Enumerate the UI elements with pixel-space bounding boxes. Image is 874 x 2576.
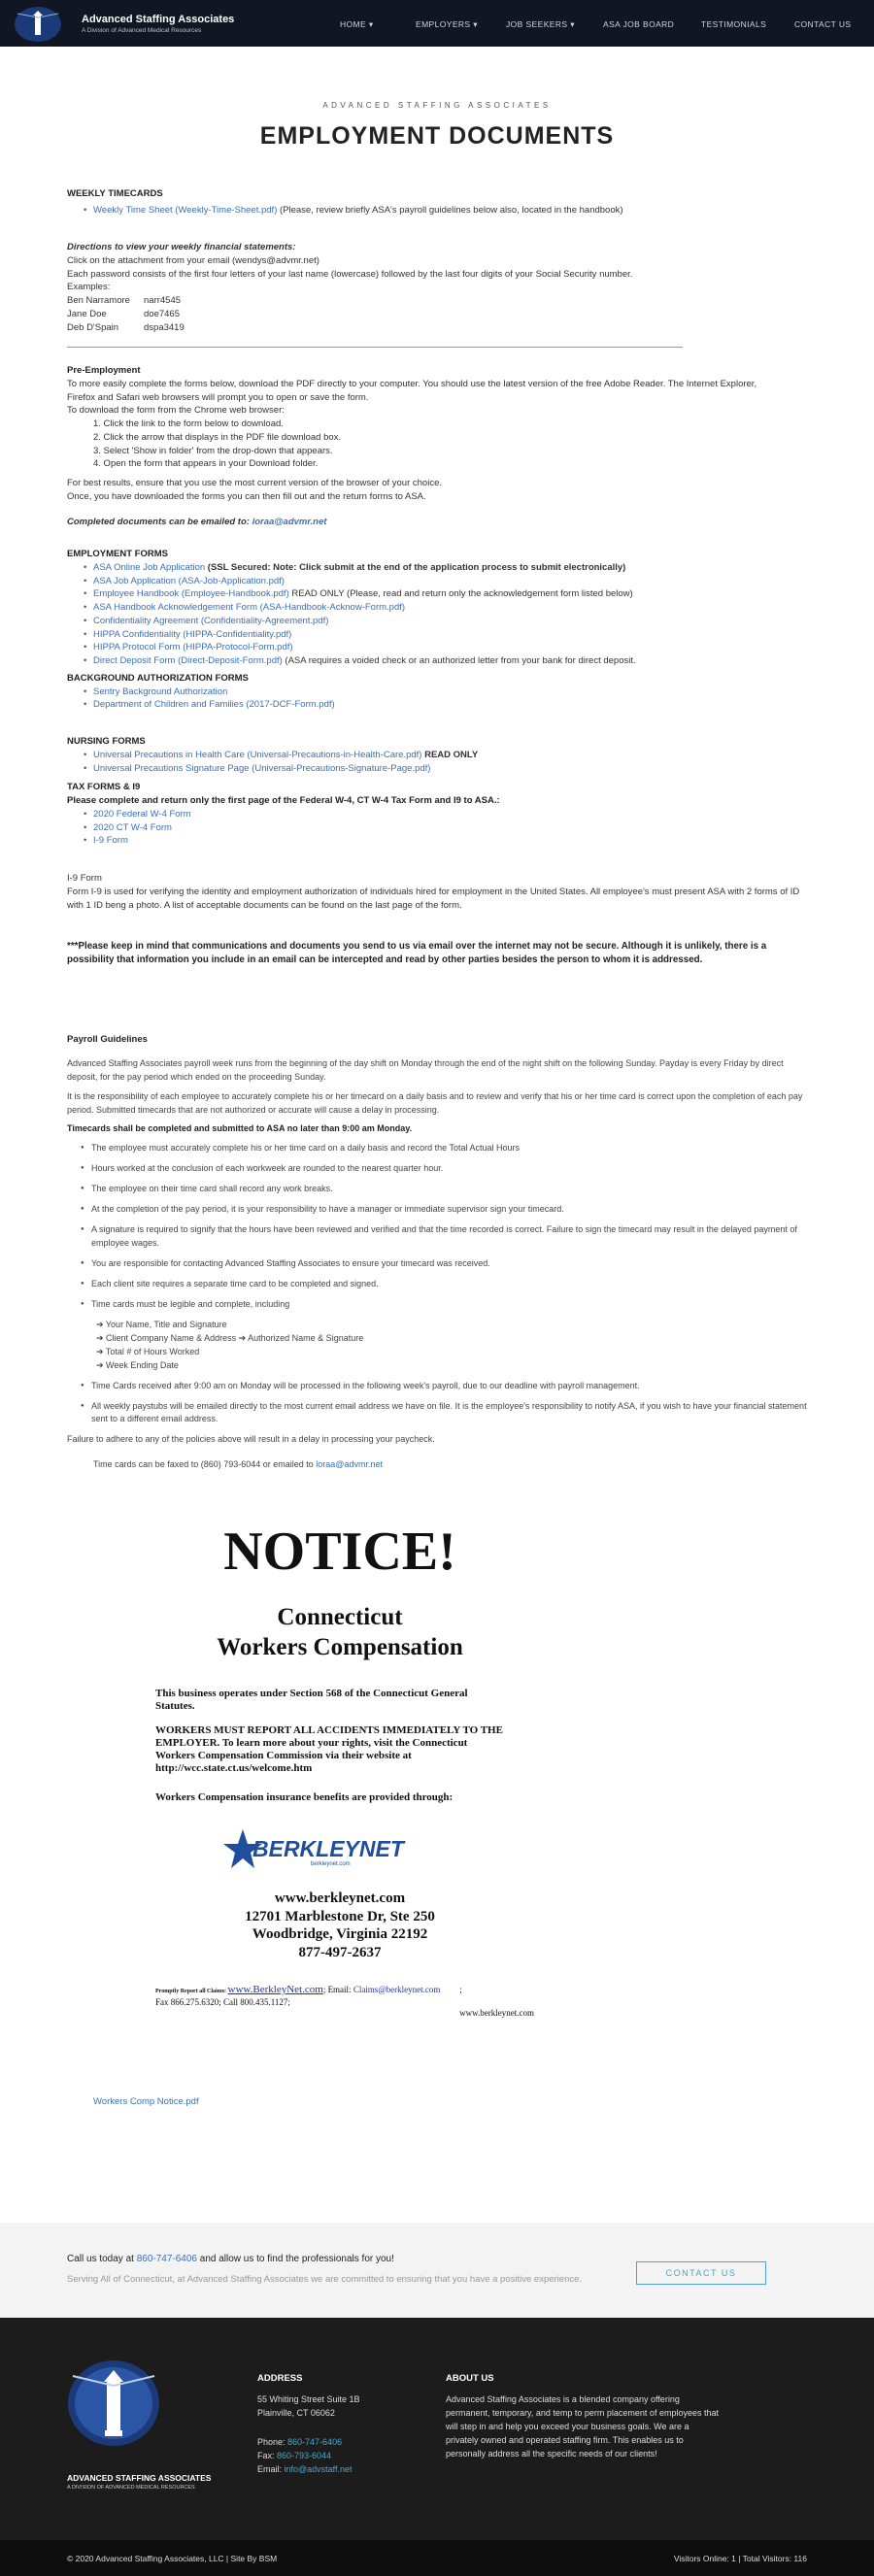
cta-text: and allow us to find the professionals for you! [197, 2254, 394, 2264]
address-line: Plainville, CT 06062 [257, 2407, 335, 2418]
payroll-bullet: ● Time cards must be legible and complete, including [67, 1298, 807, 1312]
brand-name[interactable]: Advanced Staffing Associates [82, 14, 235, 25]
payroll-heading: Payroll Guidelines [67, 1034, 148, 1045]
notice-heading: Connecticut [277, 1604, 403, 1630]
address-heading: ADDRESS [257, 2373, 303, 2384]
pre-step: 1. Click the link to the form below to download. [93, 418, 284, 430]
lighthouse-logo-icon[interactable] [14, 6, 62, 43]
payroll-bullet: ● A signature is required to signify that the hours have been reviewed and verified and that the time recorded is correct. Failure to sign the timecard may result in the delayed payment of employee wages. [67, 1223, 807, 1251]
nav-home[interactable]: HOME ▾ [340, 19, 374, 29]
pre-text: To more easily complete the forms below, download the PDF directly to your computer. You should use the latest version of the free Adobe Reader. The Internet Explorer, [67, 378, 757, 389]
directions-line: Examples: [67, 282, 111, 293]
address-line: 55 Whiting Street Suite 1B [257, 2394, 360, 2404]
example-password: doe7465 [144, 308, 180, 319]
weekly-note: (Please, review briefly ASA's payroll guidelines below also, located in the handbook) [277, 204, 623, 216]
directions-line: Each password consists of the first four letters of your last name (lowercase) followed by the last four digits of your Social Security number. [67, 268, 633, 280]
directions-heading: Directions to view your weekly financial statements: [67, 242, 296, 252]
security-warning: ***Please keep in mind that communications and documents you send to us via email over the internet may not be secure. Although it is unlikely, there is a possibility that information you include in an email can be intercepted and read by other parties besides the person to whom it is addressed. [67, 941, 767, 966]
bottom-bar [0, 2540, 874, 2576]
example-name: Deb D'Spain [67, 321, 119, 333]
pre-text: For best results, ensure that you use the most current version of the browser of your choice. [67, 478, 442, 489]
email-label: Email: [257, 2463, 285, 2474]
claims-fax: Fax 866.275.6320; Call 800.435.1127; [155, 1997, 290, 2007]
phone-label: Phone: [257, 2436, 288, 2447]
pre-step: 2. Click the arrow that displays in the PDF file download box. [93, 431, 342, 443]
directions-section [67, 241, 807, 334]
page-title: EMPLOYMENT DOCUMENTS [259, 122, 615, 150]
form-note: READ ONLY (Please, read and return only the acknowledgement form listed below) [288, 588, 633, 600]
dcf-form-link[interactable]: Department of Children and Families (2017-DCF-Form.pdf) [93, 699, 335, 711]
notice-pdf-wrapper [93, 2095, 833, 2109]
federal-w4-link[interactable]: 2020 Federal W-4 Form [93, 808, 191, 820]
notice-report: WORKERS MUST REPORT ALL ACCIDENTS IMMEDIATELY TO THE EMPLOYER. To learn more about your rights, visit the Connecticut Workers Compensation Commission via their website at http://wcc.state.ct.us/welcome.htm [155, 1723, 503, 1775]
workers-comp-pdf-link[interactable]: Workers Comp Notice.pdf [93, 2096, 199, 2107]
payroll-deadline: Timecards shall be completed and submitted to ASA no later than 9:00 am Monday. [67, 1123, 413, 1134]
nav-employers[interactable]: EMPLOYERS ▾ [416, 19, 478, 29]
footer-logo-sub: A DIVISION OF ADVANCED MEDICAL RESOURCES [67, 2485, 195, 2491]
notice-address: Woodbridge, Virginia 22192 [252, 1926, 428, 1943]
notice-address: www.berkleynet.com [274, 1890, 406, 1906]
payroll-paragraph: It is the responsibility of each employee to accurately complete his or her timecard on a daily basis and to review and verify that his or her time card is correct upon the completion of each pay period. Submitted timecards that are not authorized or accurate will cause a delay in processing. [67, 1090, 803, 1115]
pre-employment-section [67, 364, 807, 528]
i9-title: I-9 Form [67, 873, 102, 884]
documents-email-link[interactable]: loraa@advmr.net [252, 516, 327, 527]
copyright: © 2020 Advanced Staffing Associates, LLC | Site By BSM [67, 2554, 278, 2563]
berkleynet-sub: berkleynet.com [311, 1860, 351, 1867]
site-header [0, 0, 874, 47]
pre-text: Once, you have downloaded the forms you can then fill out and the return forms to ASA. [67, 490, 426, 502]
nav-job-seekers[interactable]: JOB SEEKERS ▾ [506, 19, 575, 29]
footer-logo-title: ADVANCED STAFFING ASSOCIATES [67, 2473, 212, 2483]
notice-provided: Workers Compensation insurance benefits are provided through: [155, 1790, 454, 1803]
nav-job-board[interactable]: ASA JOB BOARD [603, 19, 675, 29]
claims-label: Promptly Report all Claims: [155, 1988, 228, 1994]
notice-statute: This business operates under Section 568 of the Connecticut General Statutes. [155, 1687, 468, 1712]
footer-lighthouse-logo-icon [67, 2359, 160, 2452]
pre-text: To download the form from the Chrome web browser: [67, 405, 285, 417]
job-application-link[interactable]: ASA Job Application (ASA-Job-Application.pdf) [93, 575, 285, 586]
notice-address: 12701 Marblestone Dr, Ste 250 [245, 1908, 435, 1924]
i9-section [67, 872, 807, 912]
about-text: Advanced Staffing Associates is a blended company offering permanent, temporary, and temp to perm placement of employees that will step in and help you exceed your business goals. We are a privately owned and operated staffing firm. This enables us to personally address all the specific needs of our clients! [446, 2394, 719, 2459]
nursing-heading: NURSING FORMS [67, 736, 146, 747]
example-password: dspa3419 [144, 321, 185, 333]
hippa-protocol-link[interactable]: HIPPA Protocol Form (HIPPA-Protocol-Form.pdf) [93, 642, 293, 653]
nav-testimonials[interactable]: TESTIMONIALS [701, 19, 767, 29]
timecard-requirement: ➔ Your Name, Title and Signature [96, 1319, 227, 1329]
tax-subheading: Please complete and return only the first page of the Federal W-4, CT W-4 Tax Form and I9 to ASA.: [67, 795, 500, 807]
berkleynet-logo-icon [223, 1827, 404, 1876]
brand-subtitle: A Division of Advanced Medical Resources [82, 27, 202, 34]
online-application-link[interactable]: ASA Online Job Application [93, 561, 206, 573]
contact-us-button[interactable]: CONTACT US [636, 2261, 766, 2285]
notice-heading: Workers Compensation [217, 1634, 463, 1661]
pre-step: 3. Select 'Show in folder' from the drop-down that appears. [93, 445, 333, 456]
pre-heading: Pre-Employment [67, 365, 141, 376]
employee-handbook-link[interactable]: Employee Handbook (Employee-Handbook.pdf) [93, 588, 289, 600]
payroll-guidelines-section [67, 1033, 807, 1478]
universal-precautions-link[interactable]: Universal Precautions in Health Care (Universal-Precautions-in-Health-Care.pdf) [93, 749, 422, 760]
footer-email-link[interactable]: info@advstaff.net [284, 2463, 353, 2474]
payroll-bullet: ● Time Cards received after 9:00 am on Monday will be processed in the following week's payroll, due to our deadline with payroll management. [67, 1380, 807, 1393]
weekly-timecards-section [67, 187, 807, 217]
tax-heading: TAX FORMS & I9 [67, 782, 141, 793]
form-note: READ ONLY [421, 749, 479, 760]
claims-site: www.berkleynet.com [459, 2008, 534, 2019]
pre-text: Firefox and Safari web browsers will prompt you to open or save the form. [67, 391, 369, 403]
cta-text: Call us today at [67, 2254, 137, 2264]
timecard-requirement: ➔ Total # of Hours Worked [96, 1346, 200, 1356]
claims-email: Claims@berkleynet.com [353, 1984, 441, 1994]
form-note: (SSL Secured: Note: Click submit at the end of the application process to submit electronically) [205, 561, 626, 573]
claims-web: www.BerkleyNet.com [227, 1983, 323, 1995]
visitor-counter: Visitors Online: 1 | Total Visitors: 116 [673, 2554, 807, 2563]
payroll-paragraph: Advanced Staffing Associates payroll week runs from the beginning of the day shift on Monday through the end of the night shift on the following Sunday. Payday is every Friday by direct deposit, for the pay period which ended on the proceeding Sunday. [67, 1057, 784, 1082]
payroll-bullet: ● The employee must accurately complete his or her time card on a daily basis and record the Total Actual Hours [67, 1142, 807, 1155]
payroll-bullet: ● Each client site requires a separate time card to be completed and signed. [67, 1278, 807, 1291]
email-label: Completed documents can be emailed to: [67, 516, 252, 527]
employment-forms-heading: EMPLOYMENT FORMS [67, 549, 168, 559]
fax-text: Time cards can be faxed to (860) 793-6044 or emailed to [93, 1459, 317, 1470]
about-heading: ABOUT US [446, 2373, 494, 2384]
payroll-email-link[interactable]: loraa@advmr.net [316, 1459, 383, 1470]
notice-address: 877-497-2637 [298, 1945, 382, 1961]
page-kicker: ADVANCED STAFFING ASSOCIATES [322, 101, 552, 110]
weekly-time-sheet-link[interactable]: Weekly Time Sheet (Weekly-Time-Sheet.pdf) [93, 204, 278, 216]
footer-fax-link[interactable]: 860-793-6044 [277, 2450, 332, 2460]
form-note: (ASA requires a voided check or an authorized letter from your bank for direct deposit. [282, 655, 636, 667]
directions-line: Click on the attachment from your email (wendys@advmr.net) [67, 254, 319, 266]
nav-contact[interactable]: CONTACT US [794, 19, 852, 29]
payroll-bullet: ● At the completion of the pay period, it is your responsibility to have a manager or immediate supervisor sign your timecard. [67, 1203, 807, 1217]
call-to-action [0, 2223, 874, 2318]
workers-comp-notice [146, 1524, 534, 2020]
claims-sep: ; Email: [322, 1984, 353, 1994]
payroll-bullet: ● All weekly paystubs will be emailed directly to the most current email address we have on file. It is the employee's responsibility to notify ASA, if you wish to have your financial statement sent to a different email address. [67, 1400, 807, 1427]
berkleynet-wordmark: BERKLEYNET [252, 1835, 404, 1861]
background-heading: BACKGROUND AUTHORIZATION FORMS [67, 672, 249, 684]
example-password: narr4545 [144, 295, 182, 307]
fax-label: Fax: [257, 2450, 278, 2460]
site-footer [0, 2318, 874, 2540]
payroll-bullet: ● Hours worked at the conclusion of each workweek are rounded to the nearest quarter hour. [67, 1162, 807, 1176]
payroll-bullet: ● The employee on their time card shall record any work breaks. [67, 1183, 807, 1196]
claims-end: ; [459, 1984, 462, 1994]
hippa-confidentiality-link[interactable]: HIPPA Confidentiality (HIPPA-Confidentiality.pdf) [93, 628, 292, 640]
direct-deposit-link[interactable]: Direct Deposit Form (Direct-Deposit-Form.pdf) [93, 655, 283, 667]
nursing-forms-section [67, 735, 807, 848]
timecard-requirement: ➔ Client Company Name & Address ➔ Authorized Name & Signature [96, 1332, 364, 1343]
i9-text: Form I-9 is used for verifying the identity and employment authorization of individuals hired for employment in the United States. All employee's must present ASA with 2 forms of ID with 1 ID beng a photo. A list of acceptable documents can be found on the last page of the form. [67, 886, 800, 911]
cta-subtext: Serving All of Connecticut, at Advanced Staffing Associates we are committed to ensuring that you have a positive experience. [67, 2274, 583, 2285]
example-name: Ben Narramore [67, 295, 130, 307]
footer-phone-link[interactable]: 860-747-6406 [287, 2436, 343, 2447]
timecard-requirement: ➔ Week Ending Date [96, 1359, 179, 1370]
handbook-ack-link[interactable]: ASA Handbook Acknowledgement Form (ASA-Handbook-Acknow-Form.pdf) [93, 602, 406, 614]
payroll-bullet: ● You are responsible for contacting Advanced Staffing Associates to ensure your timecard was received. [67, 1257, 807, 1271]
weekly-heading: WEEKLY TIMECARDS [67, 188, 163, 199]
cta-phone-link[interactable]: 860-747-6406 [136, 2254, 197, 2264]
payroll-paragraph: Failure to adhere to any of the policies above will result in a delay in processing your paycheck. [67, 1434, 435, 1445]
precautions-signature-link[interactable]: Universal Precautions Signature Page (Universal-Precautions-Signature-Page.pdf) [93, 762, 431, 774]
ct-w4-link[interactable]: 2020 CT W-4 Form [93, 821, 172, 833]
example-name: Jane Doe [67, 308, 107, 319]
employment-forms-section [67, 548, 807, 712]
divider [67, 347, 683, 348]
pre-step: 4. Open the form that appears in your Download folder. [93, 458, 319, 470]
notice-title: NOTICE! [223, 1522, 456, 1582]
sentry-background-link[interactable]: Sentry Background Authorization [93, 686, 228, 697]
i9-form-link[interactable]: I-9 Form [93, 835, 128, 847]
confidentiality-link[interactable]: Confidentiality Agreement (Confidentiality-Agreement.pdf) [93, 615, 329, 626]
